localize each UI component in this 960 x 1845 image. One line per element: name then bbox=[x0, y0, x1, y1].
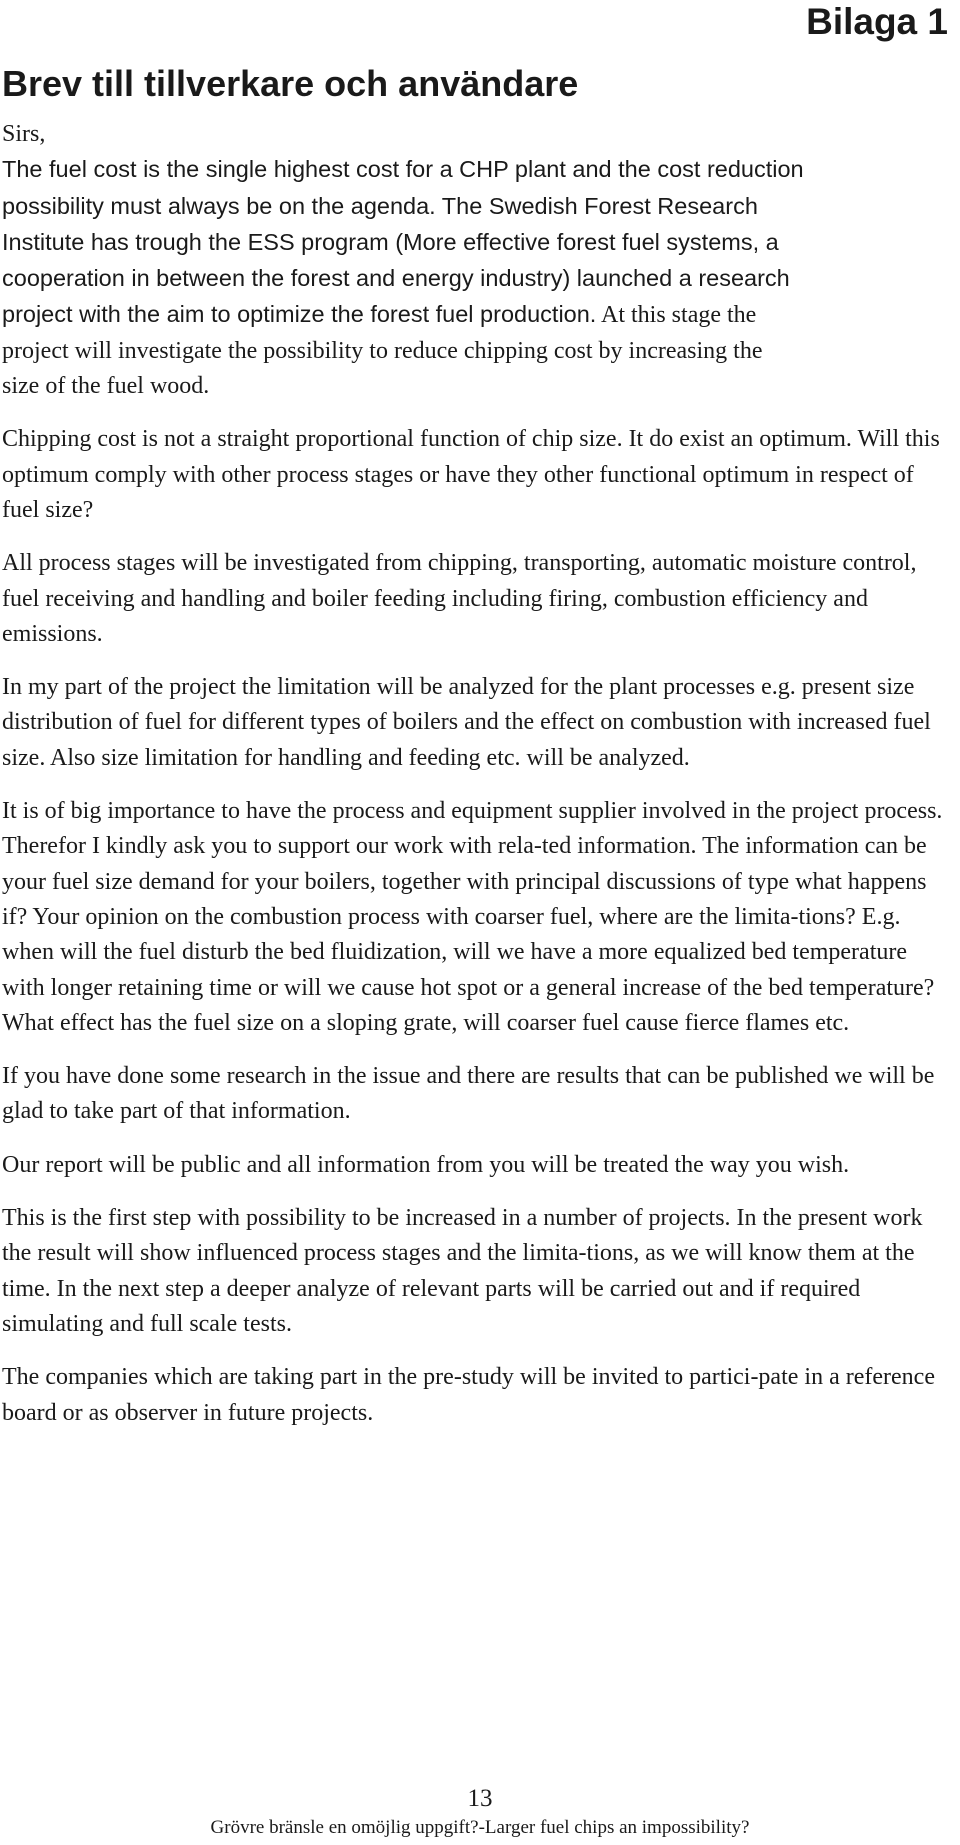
intro-line: cooperation in between the forest and energy industry) launched a research bbox=[2, 265, 790, 292]
paragraph-chipping-cost: Chipping cost is not a straight proportional function of chip size. It do exist an optimum. Will this optimum comply with other process stages or have they other functional optimum in respect of fuel size? bbox=[2, 426, 940, 523]
paragraph-intro bbox=[2, 152, 952, 404]
intro-line: project will investigate the possibility to reduce chipping cost by increasing the bbox=[2, 337, 763, 364]
intro-line: Institute has trough the ESS program (More effective forest fuel systems, a bbox=[2, 228, 779, 255]
appendix-label: Bilaga 1 bbox=[806, 1, 948, 42]
intro-line: possibility must always be on the agenda. bbox=[2, 192, 436, 219]
page-title: Brev till tillverkare och användare bbox=[2, 63, 579, 104]
paragraph-supplier-request: It is of big importance to have the process and equipment supplier involved in the project process. Therefor I kindly ask you to support our work with rela-ted information. The information can be your fuel size demand for your boilers, together with principal discussions of type what happens if? Your opinion on the combustion process with coarser fuel, where are the limita-tions? E.g. when will the fuel disturb the bed fluidization, will we have a more equalized bed temperature with longer retaining time or will we cause hot spot or a general increase of the bed temperature? What effect has the fuel size on a sloping grate, will coarser fuel cause fierce flames etc. bbox=[2, 798, 943, 1036]
letter-body bbox=[2, 117, 952, 1449]
intro-line: The Swedish Forest Research bbox=[435, 192, 758, 219]
paragraph-public-report: Our report will be public and all information from you will be treated the way you wish. bbox=[2, 1151, 850, 1178]
paragraph-research-results: If you have done some research in the issue and there are results that can be published we will be glad to take part of that information. bbox=[2, 1063, 935, 1125]
paragraph-my-part: In my part of the project the limitation will be analyzed for the plant processes e.g. present size distribution of fuel for different types of boilers and the effect on combustion with increased fuel size. Also size limitation for handling and feeding etc. will be analyzed. bbox=[2, 674, 931, 771]
intro-line: project with the aim to optimize the forest fuel production. bbox=[2, 301, 597, 328]
paragraph-first-step: This is the first step with possibility to be increased in a number of projects. In the present work the result will show influenced process stages and the limita-tions, as we will know them at the time. In the next step a deeper analyze of relevant parts will be carried out and if required simulating and full scale tests. bbox=[2, 1205, 923, 1337]
footer-caption: Grövre bränsle en omöjlig uppgift?-Larger fuel chips an impossibility? bbox=[210, 1817, 750, 1838]
intro-line: At this stage the bbox=[596, 302, 757, 329]
paragraph-reference-board: The companies which are taking part in the pre-study will be invited to partici-pate in a reference board or as observer in future projects. bbox=[2, 1364, 935, 1426]
intro-line: size of the fuel wood. bbox=[2, 373, 210, 400]
intro-line: The fuel cost is the single highest cost for a CHP plant and the cost reduction bbox=[2, 156, 804, 183]
paragraph-process-stages: All process stages will be investigated from chipping, transporting, automatic moisture control, fuel receiving and handling and boiler feeding including firing, combustion efficiency and emissions. bbox=[2, 550, 917, 647]
page-number: 13 bbox=[467, 1785, 493, 1812]
salutation: Sirs, bbox=[2, 121, 46, 147]
